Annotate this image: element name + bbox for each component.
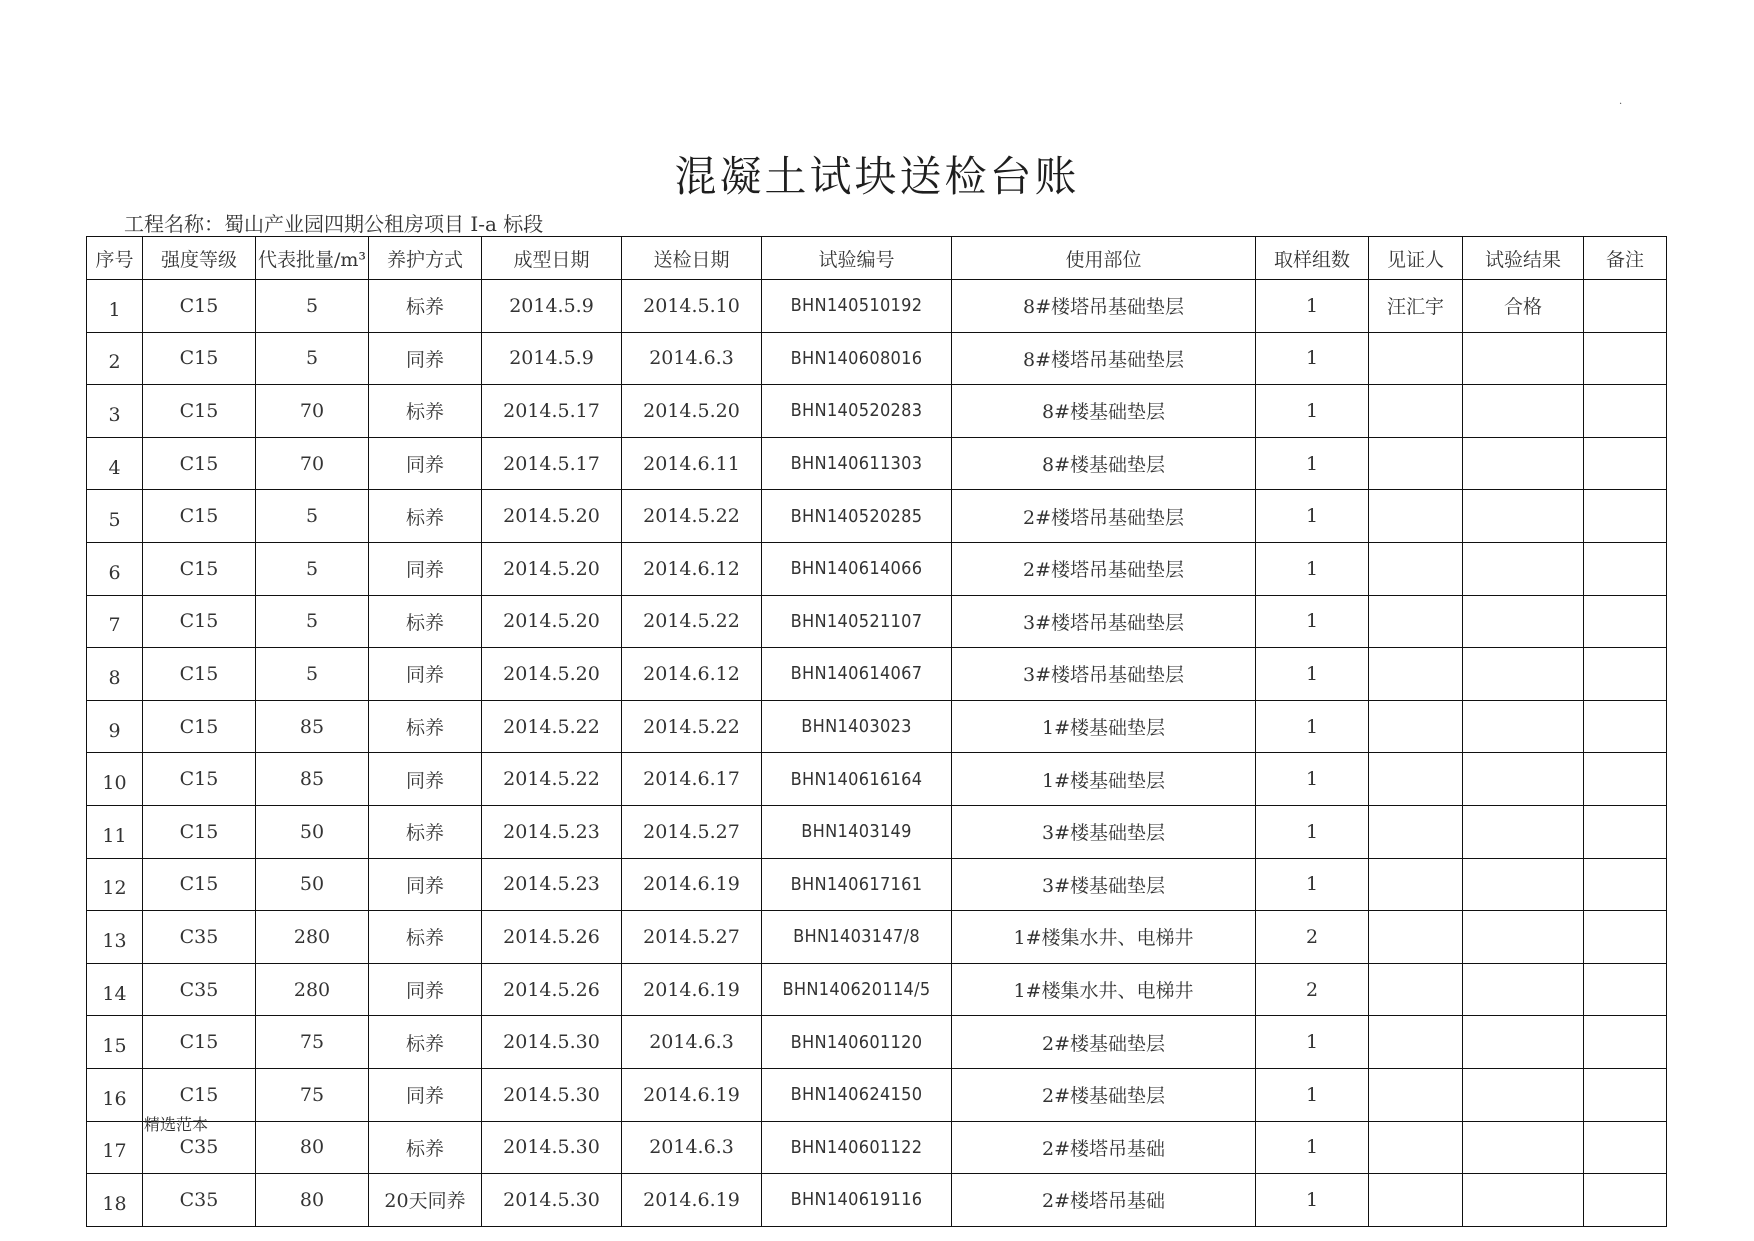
cell-curing: 标养 bbox=[369, 1016, 482, 1069]
cell-send-date: 2014.6.3 bbox=[622, 1016, 762, 1069]
cell-no: 7 bbox=[87, 595, 143, 648]
cell-result bbox=[1463, 1016, 1584, 1069]
cell-location: 1#楼基础垫层 bbox=[952, 753, 1256, 806]
cell-witness bbox=[1369, 437, 1463, 490]
cell-test-no: BHN140520283 bbox=[762, 385, 952, 438]
cell-test-no: BHN140620114/5 bbox=[762, 963, 952, 1016]
cell-result bbox=[1463, 1174, 1584, 1227]
cell-curing: 标养 bbox=[369, 1121, 482, 1174]
cell-no: 10 bbox=[87, 753, 143, 806]
cell-grade: C15 bbox=[143, 595, 256, 648]
cell-send-date: 2014.5.27 bbox=[622, 911, 762, 964]
cell-grade: C35 bbox=[143, 963, 256, 1016]
cell-groups: 1 bbox=[1256, 858, 1369, 911]
cell-grade: C15 bbox=[143, 437, 256, 490]
cell-remark bbox=[1584, 1068, 1667, 1121]
cell-remark bbox=[1584, 1016, 1667, 1069]
cell-test-no: BHN140619116 bbox=[762, 1174, 952, 1227]
cell-remark bbox=[1584, 1174, 1667, 1227]
cell-send-date: 2014.5.10 bbox=[622, 280, 762, 333]
cell-volume: 70 bbox=[256, 385, 369, 438]
cell-grade: C15 bbox=[143, 700, 256, 753]
cell-test-no: BHN140624150 bbox=[762, 1068, 952, 1121]
cell-volume: 70 bbox=[256, 437, 369, 490]
col-header-volume: 代表批量/m³ bbox=[256, 237, 369, 280]
cell-curing: 标养 bbox=[369, 595, 482, 648]
page-title: 混凝土试块送检台账 bbox=[674, 152, 1080, 201]
cell-grade: C15 bbox=[143, 753, 256, 806]
cell-groups: 1 bbox=[1256, 1174, 1369, 1227]
cell-grade: C15 bbox=[143, 280, 256, 333]
cell-volume: 50 bbox=[256, 805, 369, 858]
cell-result bbox=[1463, 911, 1584, 964]
cell-grade: C15 bbox=[143, 858, 256, 911]
cell-witness bbox=[1369, 963, 1463, 1016]
cell-no: 6 bbox=[87, 542, 143, 595]
cell-volume: 80 bbox=[256, 1121, 369, 1174]
cell-curing: 同养 bbox=[369, 648, 482, 701]
table-row bbox=[87, 963, 1667, 1016]
cell-result bbox=[1463, 595, 1584, 648]
cell-test-no: BHN140520285 bbox=[762, 490, 952, 543]
cell-witness bbox=[1369, 911, 1463, 964]
cell-location: 8#楼塔吊基础垫层 bbox=[952, 280, 1256, 333]
cell-test-no: BHN140601122 bbox=[762, 1121, 952, 1174]
cell-witness: 汪汇宇 bbox=[1369, 280, 1463, 333]
cell-volume: 75 bbox=[256, 1016, 369, 1069]
table-row bbox=[87, 911, 1667, 964]
test-ledger-table bbox=[86, 236, 1667, 1227]
cell-remark bbox=[1584, 542, 1667, 595]
cell-result bbox=[1463, 1068, 1584, 1121]
cell-cast-date: 2014.5.22 bbox=[482, 753, 622, 806]
cell-test-no: BHN1403147/8 bbox=[762, 911, 952, 964]
cell-cast-date: 2014.5.9 bbox=[482, 280, 622, 333]
cell-no: 11 bbox=[87, 805, 143, 858]
cell-volume: 80 bbox=[256, 1174, 369, 1227]
cell-witness bbox=[1369, 332, 1463, 385]
cell-send-date: 2014.6.12 bbox=[622, 648, 762, 701]
cell-no: 12 bbox=[87, 858, 143, 911]
cell-grade: C15 bbox=[143, 1016, 256, 1069]
cell-groups: 1 bbox=[1256, 437, 1369, 490]
cell-send-date: 2014.5.27 bbox=[622, 805, 762, 858]
col-header-grade: 强度等级 bbox=[143, 237, 256, 280]
cell-groups: 1 bbox=[1256, 805, 1369, 858]
cell-curing: 同养 bbox=[369, 437, 482, 490]
cell-grade: C15 bbox=[143, 542, 256, 595]
table-row bbox=[87, 332, 1667, 385]
cell-result bbox=[1463, 490, 1584, 543]
col-header-result: 试验结果 bbox=[1463, 237, 1584, 280]
cell-grade: C15 bbox=[143, 332, 256, 385]
cell-test-no: BHN140611303 bbox=[762, 437, 952, 490]
cell-curing: 标养 bbox=[369, 911, 482, 964]
cell-result bbox=[1463, 385, 1584, 438]
cell-witness bbox=[1369, 1068, 1463, 1121]
cell-send-date: 2014.6.11 bbox=[622, 437, 762, 490]
cell-remark bbox=[1584, 963, 1667, 1016]
col-header-send-date: 送检日期 bbox=[622, 237, 762, 280]
cell-location: 1#楼基础垫层 bbox=[952, 700, 1256, 753]
cell-location: 8#楼塔吊基础垫层 bbox=[952, 332, 1256, 385]
cell-witness bbox=[1369, 1016, 1463, 1069]
cell-curing: 同养 bbox=[369, 858, 482, 911]
cell-remark bbox=[1584, 1121, 1667, 1174]
table-row bbox=[87, 700, 1667, 753]
cell-volume: 5 bbox=[256, 648, 369, 701]
cell-result bbox=[1463, 963, 1584, 1016]
table-row bbox=[87, 595, 1667, 648]
cell-remark bbox=[1584, 648, 1667, 701]
cell-test-no: BHN140614067 bbox=[762, 648, 952, 701]
cell-curing: 同养 bbox=[369, 542, 482, 595]
cell-witness bbox=[1369, 1121, 1463, 1174]
cell-send-date: 2014.5.22 bbox=[622, 700, 762, 753]
cell-witness bbox=[1369, 805, 1463, 858]
cell-groups: 1 bbox=[1256, 280, 1369, 333]
cell-witness bbox=[1369, 490, 1463, 543]
cell-curing: 标养 bbox=[369, 700, 482, 753]
cell-cast-date: 2014.5.22 bbox=[482, 700, 622, 753]
cell-grade: C15 bbox=[143, 648, 256, 701]
table-row bbox=[87, 385, 1667, 438]
cell-send-date: 2014.6.19 bbox=[622, 1068, 762, 1121]
cell-no: 1 bbox=[87, 280, 143, 333]
cell-witness bbox=[1369, 648, 1463, 701]
cell-test-no: BHN140521107 bbox=[762, 595, 952, 648]
cell-send-date: 2014.6.19 bbox=[622, 858, 762, 911]
cell-location: 3#楼塔吊基础垫层 bbox=[952, 595, 1256, 648]
cell-volume: 85 bbox=[256, 700, 369, 753]
table-header-row bbox=[87, 237, 1667, 280]
cell-test-no: BHN1403149 bbox=[762, 805, 952, 858]
cell-result bbox=[1463, 648, 1584, 701]
cell-cast-date: 2014.5.23 bbox=[482, 805, 622, 858]
cell-groups: 1 bbox=[1256, 1068, 1369, 1121]
cell-result bbox=[1463, 805, 1584, 858]
cell-witness bbox=[1369, 700, 1463, 753]
cell-location: 3#楼基础垫层 bbox=[952, 805, 1256, 858]
cell-volume: 5 bbox=[256, 280, 369, 333]
cell-groups: 1 bbox=[1256, 1121, 1369, 1174]
table-row bbox=[87, 648, 1667, 701]
cell-witness bbox=[1369, 542, 1463, 595]
cell-cast-date: 2014.5.26 bbox=[482, 911, 622, 964]
cell-test-no: BHN140510192 bbox=[762, 280, 952, 333]
cell-cast-date: 2014.5.20 bbox=[482, 648, 622, 701]
cell-location: 8#楼基础垫层 bbox=[952, 385, 1256, 438]
cell-no: 9 bbox=[87, 700, 143, 753]
cell-send-date: 2014.6.17 bbox=[622, 753, 762, 806]
cell-witness bbox=[1369, 858, 1463, 911]
table-row bbox=[87, 1068, 1667, 1121]
cell-curing: 同养 bbox=[369, 963, 482, 1016]
cell-groups: 2 bbox=[1256, 963, 1369, 1016]
cell-volume: 50 bbox=[256, 858, 369, 911]
cell-grade: C15 bbox=[143, 490, 256, 543]
cell-grade: C15 bbox=[143, 1068, 256, 1121]
cell-no: 3 bbox=[87, 385, 143, 438]
cell-curing: 标养 bbox=[369, 385, 482, 438]
col-header-test-no: 试验编号 bbox=[762, 237, 952, 280]
cell-curing: 标养 bbox=[369, 805, 482, 858]
cell-remark bbox=[1584, 753, 1667, 806]
cell-groups: 1 bbox=[1256, 332, 1369, 385]
table-row bbox=[87, 490, 1667, 543]
cell-volume: 280 bbox=[256, 911, 369, 964]
cell-test-no: BHN140616164 bbox=[762, 753, 952, 806]
cell-cast-date: 2014.5.20 bbox=[482, 490, 622, 543]
cell-test-no: BHN140601120 bbox=[762, 1016, 952, 1069]
table-row bbox=[87, 1016, 1667, 1069]
cell-location: 2#楼塔吊基础 bbox=[952, 1174, 1256, 1227]
cell-no: 8 bbox=[87, 648, 143, 701]
table-row bbox=[87, 280, 1667, 333]
cell-cast-date: 2014.5.17 bbox=[482, 437, 622, 490]
cell-location: 3#楼塔吊基础垫层 bbox=[952, 648, 1256, 701]
col-header-curing: 养护方式 bbox=[369, 237, 482, 280]
cell-send-date: 2014.5.22 bbox=[622, 490, 762, 543]
cell-volume: 5 bbox=[256, 332, 369, 385]
cell-groups: 1 bbox=[1256, 753, 1369, 806]
cell-cast-date: 2014.5.30 bbox=[482, 1016, 622, 1069]
cell-cast-date: 2014.5.9 bbox=[482, 332, 622, 385]
table-row bbox=[87, 858, 1667, 911]
footer-note: 精选范本 bbox=[144, 1115, 209, 1134]
cell-volume: 280 bbox=[256, 963, 369, 1016]
cell-no: 16 bbox=[87, 1068, 143, 1121]
col-header-no: 序号 bbox=[87, 237, 143, 280]
cell-location: 2#楼基础垫层 bbox=[952, 1016, 1256, 1069]
cell-curing: 同养 bbox=[369, 753, 482, 806]
cell-volume: 85 bbox=[256, 753, 369, 806]
col-header-remark: 备注 bbox=[1584, 237, 1667, 280]
cell-result bbox=[1463, 437, 1584, 490]
cell-location: 1#楼集水井、电梯井 bbox=[952, 911, 1256, 964]
cell-volume: 5 bbox=[256, 595, 369, 648]
cell-grade: C35 bbox=[143, 1121, 256, 1174]
cell-curing: 标养 bbox=[369, 280, 482, 333]
table-row bbox=[87, 1121, 1667, 1174]
cell-curing: 20天同养 bbox=[369, 1174, 482, 1227]
cell-curing: 同养 bbox=[369, 1068, 482, 1121]
cell-no: 17 bbox=[87, 1121, 143, 1174]
cell-result bbox=[1463, 858, 1584, 911]
table-row bbox=[87, 805, 1667, 858]
cell-groups: 2 bbox=[1256, 911, 1369, 964]
cell-remark bbox=[1584, 385, 1667, 438]
cell-cast-date: 2014.5.30 bbox=[482, 1121, 622, 1174]
cell-test-no: BHN140608016 bbox=[762, 332, 952, 385]
table-row bbox=[87, 1174, 1667, 1227]
corner-mark: . bbox=[1619, 96, 1623, 107]
cell-no: 13 bbox=[87, 911, 143, 964]
cell-no: 14 bbox=[87, 963, 143, 1016]
cell-send-date: 2014.6.12 bbox=[622, 542, 762, 595]
cell-result bbox=[1463, 332, 1584, 385]
cell-volume: 75 bbox=[256, 1068, 369, 1121]
cell-groups: 1 bbox=[1256, 542, 1369, 595]
cell-remark bbox=[1584, 858, 1667, 911]
cell-cast-date: 2014.5.30 bbox=[482, 1068, 622, 1121]
cell-witness bbox=[1369, 1174, 1463, 1227]
col-header-location: 使用部位 bbox=[952, 237, 1256, 280]
table-row bbox=[87, 437, 1667, 490]
cell-result bbox=[1463, 700, 1584, 753]
cell-send-date: 2014.6.3 bbox=[622, 1121, 762, 1174]
cell-grade: C35 bbox=[143, 911, 256, 964]
cell-remark bbox=[1584, 332, 1667, 385]
cell-witness bbox=[1369, 595, 1463, 648]
col-header-witness: 见证人 bbox=[1369, 237, 1463, 280]
cell-location: 2#楼基础垫层 bbox=[952, 1068, 1256, 1121]
cell-curing: 同养 bbox=[369, 332, 482, 385]
table-row bbox=[87, 542, 1667, 595]
cell-remark bbox=[1584, 490, 1667, 543]
cell-grade: C15 bbox=[143, 805, 256, 858]
col-header-groups: 取样组数 bbox=[1256, 237, 1369, 280]
cell-send-date: 2014.6.3 bbox=[622, 332, 762, 385]
cell-no: 2 bbox=[87, 332, 143, 385]
cell-no: 4 bbox=[87, 437, 143, 490]
cell-result: 合格 bbox=[1463, 280, 1584, 333]
col-header-cast-date: 成型日期 bbox=[482, 237, 622, 280]
cell-location: 2#楼塔吊基础垫层 bbox=[952, 490, 1256, 543]
cell-cast-date: 2014.5.30 bbox=[482, 1174, 622, 1227]
cell-test-no: BHN140617161 bbox=[762, 858, 952, 911]
cell-result bbox=[1463, 1121, 1584, 1174]
cell-witness bbox=[1369, 753, 1463, 806]
cell-cast-date: 2014.5.23 bbox=[482, 858, 622, 911]
cell-groups: 1 bbox=[1256, 595, 1369, 648]
cell-send-date: 2014.5.20 bbox=[622, 385, 762, 438]
cell-groups: 1 bbox=[1256, 385, 1369, 438]
cell-groups: 1 bbox=[1256, 1016, 1369, 1069]
cell-groups: 1 bbox=[1256, 490, 1369, 543]
cell-send-date: 2014.6.19 bbox=[622, 1174, 762, 1227]
cell-witness bbox=[1369, 385, 1463, 438]
cell-send-date: 2014.5.22 bbox=[622, 595, 762, 648]
cell-groups: 1 bbox=[1256, 648, 1369, 701]
project-name: 工程名称：蜀山产业园四期公租房项目 I-a 标段 bbox=[124, 212, 544, 236]
cell-result bbox=[1463, 753, 1584, 806]
cell-result bbox=[1463, 542, 1584, 595]
cell-test-no: BHN1403023 bbox=[762, 700, 952, 753]
cell-remark bbox=[1584, 437, 1667, 490]
cell-cast-date: 2014.5.17 bbox=[482, 385, 622, 438]
cell-location: 2#楼塔吊基础 bbox=[952, 1121, 1256, 1174]
cell-no: 5 bbox=[87, 490, 143, 543]
cell-send-date: 2014.6.19 bbox=[622, 963, 762, 1016]
cell-groups: 1 bbox=[1256, 700, 1369, 753]
cell-grade: C35 bbox=[143, 1174, 256, 1227]
table-body bbox=[87, 280, 1667, 1227]
cell-remark bbox=[1584, 805, 1667, 858]
cell-location: 2#楼塔吊基础垫层 bbox=[952, 542, 1256, 595]
cell-test-no: BHN140614066 bbox=[762, 542, 952, 595]
cell-cast-date: 2014.5.20 bbox=[482, 542, 622, 595]
cell-volume: 5 bbox=[256, 542, 369, 595]
cell-volume: 5 bbox=[256, 490, 369, 543]
cell-no: 18 bbox=[87, 1174, 143, 1227]
table-row bbox=[87, 753, 1667, 806]
cell-grade: C15 bbox=[143, 385, 256, 438]
cell-cast-date: 2014.5.26 bbox=[482, 963, 622, 1016]
cell-remark bbox=[1584, 700, 1667, 753]
cell-location: 8#楼基础垫层 bbox=[952, 437, 1256, 490]
cell-remark bbox=[1584, 280, 1667, 333]
cell-remark bbox=[1584, 595, 1667, 648]
cell-curing: 标养 bbox=[369, 490, 482, 543]
cell-remark bbox=[1584, 911, 1667, 964]
cell-no: 15 bbox=[87, 1016, 143, 1069]
cell-location: 1#楼集水井、电梯井 bbox=[952, 963, 1256, 1016]
cell-cast-date: 2014.5.20 bbox=[482, 595, 622, 648]
cell-location: 3#楼基础垫层 bbox=[952, 858, 1256, 911]
